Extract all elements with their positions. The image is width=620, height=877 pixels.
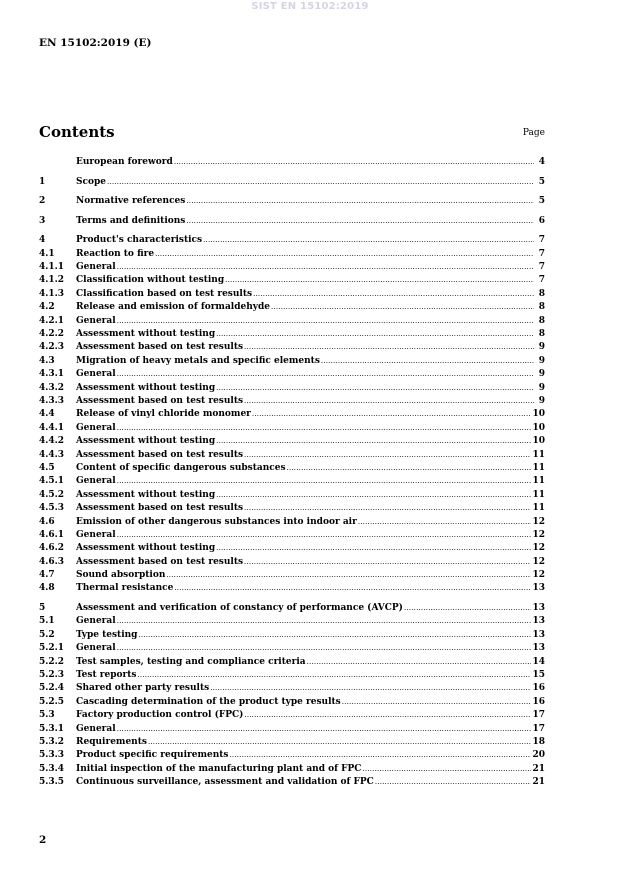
toc-dot-leader (186, 195, 534, 208)
toc-entry-title: Assessment based on test results (76, 342, 244, 353)
toc-entry[interactable] (39, 682, 545, 695)
toc-entry-number: 4.6.1 (39, 529, 65, 540)
toc-dot-leader (210, 682, 531, 695)
toc-entry-title: Initial inspection of the manufacturing plant and of FPC (76, 763, 362, 774)
toc-dot-leader (271, 301, 534, 314)
toc-dot-leader (244, 709, 531, 722)
toc-entry-title: Product specific requirements (76, 750, 229, 761)
toc-dot-leader (404, 602, 532, 615)
toc-entry-title: Emission of other dangerous substances into indoor air (76, 516, 357, 527)
toc-entry-title: Type testing (76, 629, 138, 640)
toc-entry-page: 7 (538, 262, 545, 273)
toc-dot-leader (252, 408, 532, 421)
toc-entry[interactable] (39, 582, 545, 595)
toc-dot-leader (216, 328, 534, 341)
toc-entry[interactable] (39, 709, 545, 722)
toc-entry-page: 9 (538, 355, 545, 366)
toc-entry-number: 5.3.1 (39, 723, 65, 734)
toc-entry[interactable] (39, 656, 545, 669)
toc-entry-title: Assessment without testing (76, 543, 216, 554)
toc-entry-page: 5 (538, 176, 545, 187)
toc-entry-page: 17 (532, 723, 545, 734)
toc-entry-title: Assessment without testing (76, 489, 216, 500)
toc-dot-leader (253, 288, 534, 301)
toc-entry-number: 3 (39, 215, 46, 226)
toc-entry-number: 4.1 (39, 248, 55, 259)
toc-entry[interactable] (39, 556, 545, 569)
toc-entry-number: 4.4 (39, 409, 55, 420)
toc-dot-leader (216, 435, 531, 448)
toc-entry[interactable] (39, 475, 545, 488)
toc-entry-page: 8 (538, 288, 545, 299)
toc-entry-number: 5 (39, 603, 46, 614)
toc-entry-number: 4.1.2 (39, 275, 65, 286)
toc-entry[interactable] (39, 642, 545, 655)
toc-entry-title: General (76, 422, 116, 433)
toc-entry-page: 11 (532, 489, 545, 500)
toc-entry-title: Content of specific dangerous substances (76, 462, 286, 473)
toc-dot-leader (307, 656, 532, 669)
toc-dot-leader (138, 629, 531, 642)
toc-entry-number: 4.4.2 (39, 436, 65, 447)
toc-entry-number: 4.5 (39, 462, 55, 473)
toc-entry-page: 8 (538, 315, 545, 326)
toc-entry[interactable] (39, 156, 545, 169)
toc-entry-page: 7 (538, 235, 545, 246)
toc-dot-leader (117, 315, 534, 328)
toc-dot-leader (362, 763, 531, 776)
toc-entry-number: 2 (39, 196, 46, 207)
toc-entry[interactable] (39, 449, 545, 462)
toc-dot-leader (186, 215, 534, 228)
toc-entry-title: Assessment without testing (76, 329, 216, 340)
toc-entry-number: 5.3.3 (39, 750, 65, 761)
toc-entry-page: 12 (532, 556, 545, 567)
toc-entry-number: 4.3.1 (39, 369, 65, 380)
toc-dot-leader (117, 475, 532, 488)
toc-entry[interactable] (39, 301, 545, 314)
toc-dot-leader (117, 642, 532, 655)
toc-entry[interactable] (39, 234, 545, 247)
toc-entry-title: Migration of heavy metals and specific elements (76, 355, 320, 366)
toc-entry-page: 12 (532, 529, 545, 540)
toc-entry-page: 15 (532, 670, 545, 680)
toc-entry-number: 4.1.1 (39, 262, 65, 273)
contents-title: Contents (39, 123, 115, 141)
toc-dot-leader (155, 248, 534, 261)
toc-entry-title: Assessment based on test results (76, 396, 244, 406)
toc-entry-title: Classification without testing (76, 275, 225, 286)
toc-entry-number: 4.5.3 (39, 503, 65, 514)
toc-dot-leader (216, 382, 534, 395)
table-of-contents (39, 156, 545, 790)
toc-entry-title: Assessment and verification of constancy of performance (AVCP) (76, 603, 403, 614)
toc-dot-leader (244, 556, 531, 569)
toc-entry-title: Reaction to fire (76, 248, 155, 259)
toc-entry-number: 4.8 (39, 583, 55, 594)
toc-entry-number: 5.2.5 (39, 696, 65, 707)
toc-entry[interactable] (39, 489, 545, 502)
toc-dot-leader (117, 422, 532, 435)
toc-entry[interactable] (39, 736, 545, 749)
toc-dot-leader (244, 449, 531, 462)
toc-entry-number: 1 (39, 176, 46, 187)
toc-entry-title: Terms and definitions (76, 215, 186, 226)
document-id: EN 15102:2019 (E) (39, 37, 152, 49)
watermark: SIST EN 15102:2019 (251, 1, 369, 12)
toc-entry[interactable] (39, 176, 545, 189)
toc-entry-title: General (76, 476, 116, 487)
toc-entry-title: General (76, 616, 116, 627)
toc-dot-leader (117, 529, 532, 542)
toc-entry-page: 7 (538, 275, 545, 286)
toc-dot-leader (225, 274, 534, 287)
toc-dot-leader (358, 516, 532, 529)
toc-entry[interactable] (39, 669, 545, 682)
toc-dot-leader (244, 341, 534, 354)
toc-dot-leader (117, 368, 534, 381)
toc-entry-number: 5.2.3 (39, 670, 65, 680)
toc-entry[interactable] (39, 502, 545, 515)
toc-dot-leader (342, 696, 532, 709)
toc-entry-title: General (76, 529, 116, 540)
toc-entry-number: 5.2.2 (39, 656, 65, 667)
toc-entry[interactable] (39, 629, 545, 642)
toc-entry-page: 17 (532, 710, 545, 721)
toc-dot-leader (216, 489, 531, 502)
toc-entry-page: 13 (532, 583, 545, 594)
toc-entry-page: 8 (538, 302, 545, 313)
toc-entry[interactable] (39, 248, 545, 261)
toc-entry[interactable] (39, 696, 545, 709)
toc-dot-leader (287, 462, 532, 475)
toc-entry[interactable] (39, 395, 545, 408)
toc-entry-page: 9 (538, 396, 545, 406)
toc-entry[interactable] (39, 368, 545, 381)
toc-entry-number: 4.7 (39, 570, 55, 581)
toc-entry-title: Thermal resistance (76, 583, 174, 594)
toc-entry-page: 11 (532, 476, 545, 487)
toc-entry[interactable] (39, 516, 545, 529)
toc-entry-page: 10 (532, 436, 545, 447)
toc-entry-title: Normative references (76, 196, 186, 207)
toc-entry-page: 12 (532, 543, 545, 554)
toc-entry-page: 6 (538, 215, 545, 226)
toc-entry-title: Product's characteristics (76, 235, 203, 246)
toc-entry-number: 4.3.3 (39, 396, 65, 406)
toc-entry-page: 12 (532, 516, 545, 527)
toc-entry[interactable] (39, 776, 545, 789)
toc-entry-title: Scope (76, 176, 107, 187)
toc-entry-number: 5.3.5 (39, 777, 65, 788)
toc-entry-number: 5.2 (39, 629, 55, 640)
toc-entry-number: 5.3.2 (39, 736, 65, 747)
toc-entry[interactable] (39, 261, 545, 274)
toc-entry-number: 4.3.2 (39, 382, 65, 393)
toc-entry-title: Requirements (76, 736, 147, 747)
toc-entry-page: 8 (538, 329, 545, 340)
toc-entry-page: 16 (532, 683, 545, 694)
toc-entry-number: 4.2.3 (39, 342, 65, 353)
toc-entry[interactable] (39, 763, 545, 776)
toc-entry-title: Cascading determination of the product type results (76, 696, 341, 707)
toc-dot-leader (137, 669, 531, 682)
toc-entry-page: 18 (532, 736, 545, 747)
toc-entry-page: 14 (532, 656, 545, 667)
toc-entry-title: Assessment without testing (76, 436, 216, 447)
toc-dot-leader (117, 615, 532, 628)
toc-entry-page: 13 (532, 603, 545, 614)
toc-entry-number: 4.5.1 (39, 476, 65, 487)
toc-entry-page: 10 (532, 422, 545, 433)
toc-dot-leader (148, 736, 532, 749)
toc-entry-title: General (76, 723, 116, 734)
toc-entry-title: Release and emission of formaldehyde (76, 302, 271, 313)
toc-entry-page: 10 (532, 409, 545, 420)
toc-entry-title: General (76, 315, 116, 326)
toc-entry[interactable] (39, 355, 545, 368)
toc-dot-leader (203, 234, 534, 247)
toc-entry-number: 5.2.1 (39, 643, 65, 654)
toc-entry[interactable] (39, 462, 545, 475)
toc-entry-page: 13 (532, 643, 545, 654)
toc-entry-title: Factory production control (FPC) (76, 710, 244, 721)
toc-entry[interactable] (39, 602, 545, 615)
toc-entry-title: Assessment without testing (76, 382, 216, 393)
toc-entry-title: General (76, 262, 116, 273)
toc-entry-page: 9 (538, 369, 545, 380)
toc-entry-number: 4.3 (39, 355, 55, 366)
toc-entry-page: 12 (532, 570, 545, 581)
toc-dot-leader (375, 776, 532, 789)
toc-entry-title: General (76, 643, 116, 654)
toc-entry-title: Test reports (76, 670, 137, 680)
toc-entry-number: 5.1 (39, 616, 55, 627)
toc-entry[interactable] (39, 615, 545, 628)
toc-entry-page: 5 (538, 196, 545, 207)
toc-dot-leader (229, 749, 531, 762)
toc-entry-page: 11 (532, 449, 545, 460)
toc-entry-title: European foreword (76, 157, 173, 167)
toc-entry-number: 4.1.3 (39, 288, 65, 299)
toc-entry[interactable] (39, 569, 545, 582)
toc-entry-page: 16 (532, 696, 545, 707)
toc-dot-leader (117, 723, 532, 736)
toc-entry-number: 4.6.2 (39, 543, 65, 554)
toc-entry-page: 13 (532, 629, 545, 640)
toc-entry-title: General (76, 369, 116, 380)
toc-entry-number: 4.6 (39, 516, 55, 527)
toc-entry-page: 7 (538, 248, 545, 259)
toc-entry[interactable] (39, 215, 545, 228)
toc-entry-title: Assessment based on test results (76, 556, 244, 567)
toc-entry-title: Continuous surveillance, assessment and validation of FPC (76, 777, 374, 788)
page-number: 2 (39, 834, 47, 846)
toc-entry-number: 4 (39, 235, 46, 246)
toc-entry-number: 5.3 (39, 710, 55, 721)
page-column-label: Page (522, 128, 545, 138)
toc-entry-page: 9 (538, 382, 545, 393)
toc-entry[interactable] (39, 315, 545, 328)
toc-entry[interactable] (39, 382, 545, 395)
toc-dot-leader (321, 355, 534, 368)
toc-dot-leader (216, 542, 531, 555)
toc-entry[interactable] (39, 723, 545, 736)
toc-entry-number: 4.2 (39, 302, 55, 313)
toc-entry-page: 9 (538, 342, 545, 353)
toc-entry-title: Release of vinyl chloride monomer (76, 409, 251, 420)
toc-entry-page: 21 (532, 777, 545, 788)
toc-entry[interactable] (39, 408, 545, 421)
toc-entry-number: 4.2.2 (39, 329, 65, 340)
toc-entry-page: 4 (538, 157, 545, 167)
toc-entry-number: 4.5.2 (39, 489, 65, 500)
toc-entry[interactable] (39, 341, 545, 354)
toc-entry-number: 4.4.3 (39, 449, 65, 460)
toc-dot-leader (107, 176, 534, 189)
toc-entry-title: Test samples, testing and compliance criteria (76, 656, 306, 667)
toc-dot-leader (117, 261, 534, 274)
toc-entry[interactable] (39, 288, 545, 301)
toc-dot-leader (244, 395, 534, 408)
toc-dot-leader (244, 502, 531, 515)
toc-entry-title: Classification based on test results (76, 288, 253, 299)
toc-entry-title: Sound absorption (76, 570, 166, 581)
toc-entry[interactable] (39, 435, 545, 448)
toc-entry[interactable] (39, 542, 545, 555)
toc-entry-number: 4.6.3 (39, 556, 65, 567)
toc-entry-number: 4.4.1 (39, 422, 65, 433)
toc-entry-page: 21 (532, 763, 545, 774)
toc-entry-title: Assessment based on test results (76, 503, 244, 514)
toc-entry-page: 20 (532, 750, 545, 761)
toc-entry[interactable] (39, 195, 545, 208)
toc-entry-page: 13 (532, 616, 545, 627)
toc-entry-page: 11 (532, 462, 545, 473)
toc-entry-number: 5.2.4 (39, 683, 65, 694)
toc-entry[interactable] (39, 529, 545, 542)
toc-dot-leader (174, 156, 534, 169)
toc-entry-number: 5.3.4 (39, 763, 65, 774)
toc-entry-title: Shared other party results (76, 683, 210, 694)
toc-entry[interactable] (39, 422, 545, 435)
toc-entry[interactable] (39, 749, 545, 762)
toc-entry-title: Assessment based on test results (76, 449, 244, 460)
toc-entry[interactable] (39, 274, 545, 287)
toc-dot-leader (174, 582, 531, 595)
toc-entry-page: 11 (532, 503, 545, 514)
toc-dot-leader (166, 569, 531, 582)
toc-entry-number: 4.2.1 (39, 315, 65, 326)
toc-entry[interactable] (39, 328, 545, 341)
